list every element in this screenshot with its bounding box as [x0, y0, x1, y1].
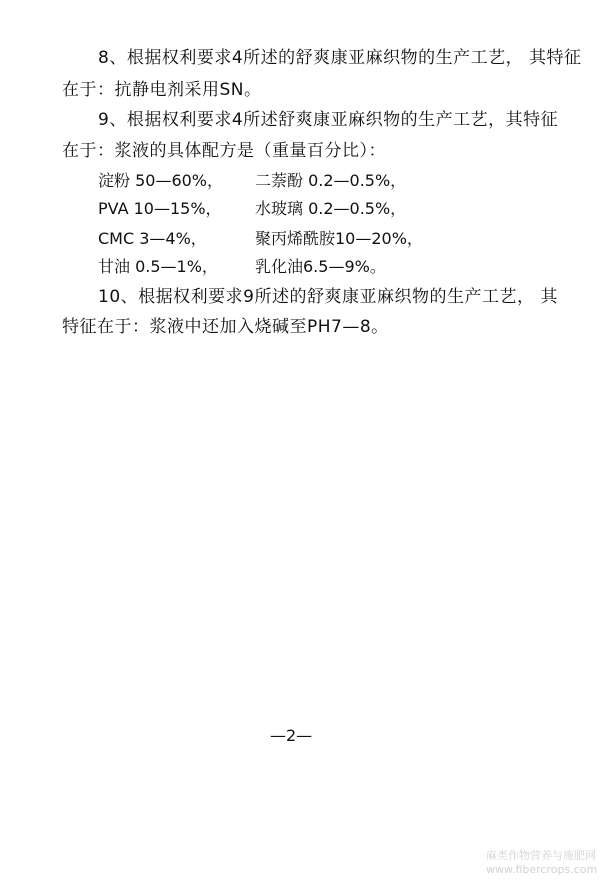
- page-number: —2—: [270, 726, 313, 745]
- claim-9-line-2: 在于：浆液的具体配方是（重量百分比）：: [62, 141, 386, 161]
- formula-item-glycerin: 甘油 0.5—1%，: [98, 257, 218, 276]
- formula-item-starch: 淀粉 50—60%，: [98, 171, 224, 190]
- claim-9-line-1: 9、根据权利要求4所述舒爽康亚麻织物的生产工艺，其特征: [98, 110, 559, 130]
- formula-item-water-glass: 水玻璃 0.2—0.5%，: [255, 199, 407, 218]
- claim-10-line-1: 10、根据权利要求9所述的舒爽康亚麻织物的生产工艺， 其: [98, 287, 558, 307]
- formula-item-emulsified-oil: 乳化油6.5—9%。: [255, 257, 386, 276]
- claim-8-line-2: 在于：抗静电剂采用SN。: [62, 80, 262, 100]
- watermark-line-2: www.fibercrops.com: [486, 863, 598, 876]
- formula-item-naphthol: 二萘酚 0.2—0.5%，: [255, 171, 407, 190]
- formula-item-cmc: CMC 3—4%，: [98, 229, 207, 248]
- watermark-line-1: 麻类作物营养与施肥网: [486, 849, 596, 862]
- claim-8-line-1: 8、根据权利要求4所述的舒爽康亚麻织物的生产工艺， 其特征: [98, 48, 582, 68]
- formula-item-pva: PVA 10—15%，: [98, 199, 222, 218]
- watermark: [486, 849, 597, 877]
- claim-10-line-2: 特征在于：浆液中还加入烧碱至PH7—8。: [62, 317, 389, 337]
- formula-item-polyacrylamide: 聚丙烯酰胺10—20%，: [255, 229, 423, 248]
